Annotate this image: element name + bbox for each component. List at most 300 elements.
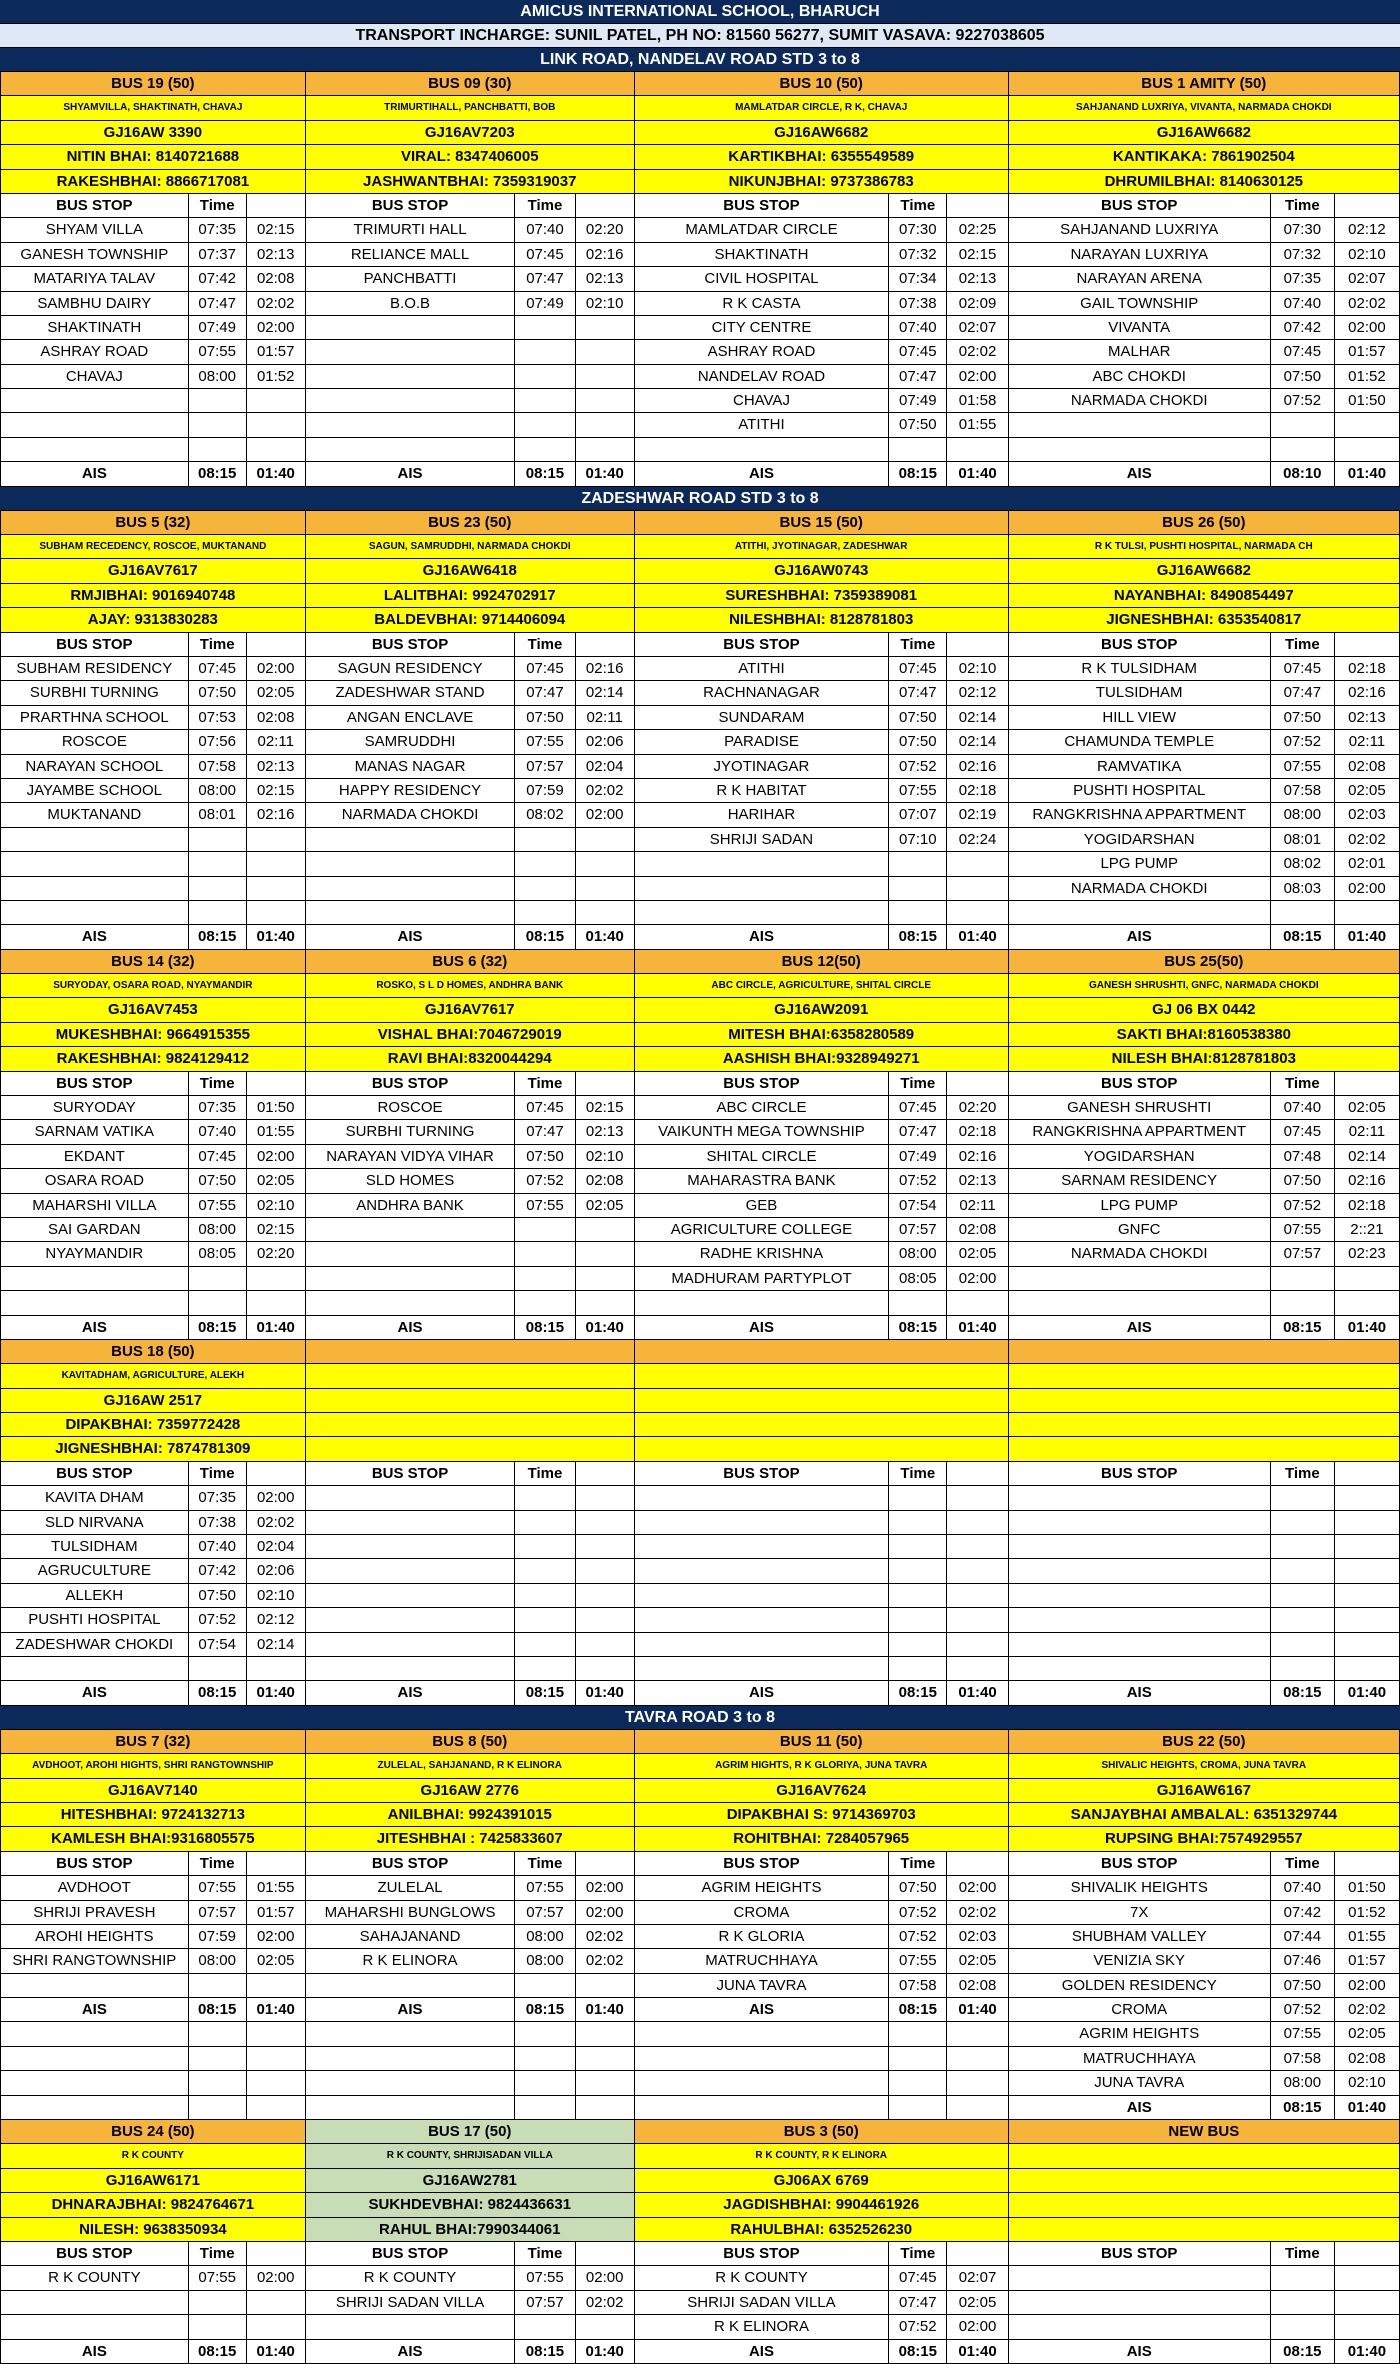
- stop-row: [0, 316, 306, 340]
- stop-row: [0, 1535, 306, 1559]
- morning-time: [189, 2071, 247, 2094]
- stop-row: [635, 316, 1009, 340]
- table-row: [0, 340, 1400, 364]
- table-row: [0, 1169, 1400, 1193]
- table-row: [0, 462, 1400, 486]
- bus-stop-name: ABC CIRCLE: [635, 1096, 889, 1119]
- departure-time: 01:40: [256, 928, 295, 946]
- bus-stop-name: B.O.B: [306, 292, 516, 315]
- stop-row: [0, 1584, 306, 1608]
- morning-time: 07:45: [889, 340, 947, 363]
- time-header-blank: [247, 1462, 305, 1485]
- bus-name: BUS 23 (50): [306, 511, 635, 535]
- bus-stop-name: NARMADA CHOKDI: [1009, 1242, 1271, 1265]
- bus-stop-name: TULSIDHAM: [1009, 681, 1271, 704]
- departure-time: 01:40: [958, 928, 997, 946]
- table-row: [0, 1145, 1400, 1169]
- afternoon-time: 02:16: [256, 806, 295, 824]
- school-stop: AIS: [1009, 462, 1271, 485]
- afternoon-time: 02:05: [256, 1172, 295, 1190]
- time-header-blank: [1335, 1462, 1399, 1485]
- afternoon-time: [247, 1267, 305, 1290]
- afternoon-time: 02:00: [256, 318, 295, 336]
- arrival-time: 08:15: [515, 462, 575, 485]
- stop-row: [1009, 2291, 1400, 2315]
- stop-row: [635, 1876, 1009, 1900]
- school-stop: AIS: [306, 1681, 516, 1704]
- route-summary: [635, 1364, 1009, 1388]
- bus-stop-name: JUNA TAVRA: [1009, 2071, 1271, 2094]
- afternoon-time: 02:00: [256, 1927, 295, 1945]
- bus-stop-name: PANCHBATTI: [306, 267, 516, 290]
- morning-time: [889, 1657, 947, 1680]
- table-row: [0, 243, 1400, 267]
- stop-row: [635, 438, 1009, 462]
- bus-stop-header: BUS STOP: [635, 633, 889, 656]
- stop-row: [306, 462, 635, 486]
- afternoon-time: [247, 1657, 305, 1680]
- stop-row: [635, 803, 1009, 827]
- stop-row: [0, 681, 306, 705]
- registration-number: GJ16AW0743: [635, 559, 1009, 583]
- bus-stop-name: LPG PUMP: [1009, 1194, 1271, 1217]
- stop-row: [1009, 901, 1400, 925]
- stop-row: [0, 633, 306, 657]
- stop-row: [0, 243, 306, 267]
- bus-name: BUS 17 (50): [306, 2120, 635, 2144]
- morning-time: 07:50: [189, 1169, 247, 1192]
- morning-time: 07:53: [189, 706, 247, 729]
- stop-row: [1009, 633, 1400, 657]
- afternoon-time: 02:11: [1348, 1123, 1386, 1141]
- morning-time: [889, 852, 947, 875]
- table-row: [0, 828, 1400, 852]
- afternoon-time: 02:11: [257, 733, 294, 751]
- afternoon-time: 01:50: [1348, 392, 1386, 410]
- helper-contact: NILESH: 9638350934: [0, 2218, 306, 2242]
- afternoon-time: 02:16: [958, 1147, 997, 1165]
- registration-number: GJ16AV7624: [635, 1779, 1009, 1803]
- time-header-blank: [947, 2242, 1007, 2265]
- time-header-blank: [576, 1462, 634, 1485]
- afternoon-time: 02:05: [1348, 1099, 1386, 1117]
- morning-time: [889, 1608, 947, 1631]
- stop-row: [635, 1267, 1009, 1291]
- morning-time: 07:35: [189, 1486, 247, 1509]
- morning-time: 07:55: [1271, 2022, 1335, 2045]
- time-header-blank: [1335, 633, 1399, 656]
- morning-time: 07:52: [889, 1901, 947, 1924]
- afternoon-time: [247, 1974, 305, 1997]
- driver-contact: RMJIBHAI: 9016940748: [0, 584, 306, 608]
- bus-stop-name: SHRIJI SADAN VILLA: [635, 2291, 889, 2314]
- stop-row: [635, 730, 1009, 754]
- table-row: [0, 1633, 1400, 1657]
- registration-number: GJ16AV7140: [0, 1779, 306, 1803]
- bus-stop-header: BUS STOP: [1009, 1852, 1271, 1875]
- afternoon-time: [1335, 1657, 1399, 1680]
- bus-stop-name: LPG PUMP: [1009, 852, 1271, 875]
- helper-contact: RUPSING BHAI:7574929557: [1009, 1827, 1400, 1851]
- school-stop: AIS: [306, 925, 516, 948]
- time-header-blank: [1335, 1852, 1399, 1875]
- bus-stop-name: [1, 1974, 189, 1997]
- afternoon-time: [1335, 438, 1399, 461]
- morning-time: 08:02: [1271, 852, 1335, 875]
- stop-row: [1009, 1267, 1400, 1291]
- school-stop: AIS: [1009, 2340, 1271, 2363]
- arrival-time: 08:15: [889, 2340, 947, 2363]
- morning-time: [515, 340, 575, 363]
- bus-stop-header: BUS STOP: [1, 633, 189, 656]
- morning-time: 07:55: [189, 1876, 247, 1899]
- bus-stop-name: [1, 2071, 189, 2094]
- stop-row: [635, 1559, 1009, 1583]
- bus-name: BUS 26 (50): [1009, 511, 1400, 535]
- bus-stop-name: AIS: [635, 1998, 889, 2021]
- route-summary: ZULELAL, SAHJANAND, R K ELINORA: [306, 1754, 635, 1778]
- stop-row: [1009, 779, 1400, 803]
- morning-time: [889, 2071, 947, 2094]
- stop-row: [1009, 681, 1400, 705]
- afternoon-time: [947, 2022, 1007, 2045]
- morning-time: 07:55: [189, 2266, 247, 2289]
- stop-row: [0, 1267, 306, 1291]
- afternoon-time: [947, 2096, 1007, 2119]
- afternoon-time: [1335, 2266, 1399, 2289]
- stop-row: [635, 633, 1009, 657]
- morning-time: [889, 2047, 947, 2070]
- bus-stop-name: RANGKRISHNA APPARTMENT: [1009, 1120, 1271, 1143]
- bus-stop-name: KAVITA DHAM: [1, 1486, 189, 1509]
- bus-stop-name: CHAVAJ: [635, 389, 889, 412]
- arrival-time: 08:15: [189, 1316, 247, 1339]
- afternoon-time: 01:50: [256, 1099, 295, 1117]
- bus-stop-name: [306, 2022, 516, 2045]
- departure-time: 01:40: [958, 1318, 997, 1336]
- stop-row: [635, 779, 1009, 803]
- stop-row: [1009, 1194, 1400, 1218]
- bus-stop-name: [1, 438, 189, 461]
- afternoon-time: [247, 2071, 305, 2094]
- afternoon-time: 02:10: [585, 294, 624, 312]
- afternoon-time: [576, 828, 634, 851]
- afternoon-time: 02:05: [256, 684, 295, 702]
- stop-row: [635, 1511, 1009, 1535]
- time-header-blank: [576, 2242, 634, 2265]
- route-summary: GANESH SHRUSHTI, GNFC, NARMADA CHOKDI: [1009, 974, 1400, 998]
- morning-time: [515, 2022, 575, 2045]
- morning-time: [515, 828, 575, 851]
- bus-stop-name: PARADISE: [635, 730, 889, 753]
- bus-stop-name: VIVANTA: [1009, 316, 1271, 339]
- morning-time: 07:40: [1271, 1876, 1335, 1899]
- afternoon-time: 02:16: [958, 757, 997, 775]
- bus-stop-name: [635, 877, 889, 900]
- stop-row: [0, 877, 306, 901]
- route-summary: SHYAMVILLA, SHAKTINATH, CHAVAJ: [0, 96, 306, 120]
- time-header: Time: [889, 1462, 947, 1485]
- time-header: Time: [515, 1462, 575, 1485]
- bus-stop-header: BUS STOP: [635, 1852, 889, 1875]
- afternoon-time: 02:20: [256, 1245, 295, 1263]
- bus-stop-name: R K GLORIA: [635, 1925, 889, 1948]
- morning-time: [1271, 1291, 1335, 1314]
- morning-time: 07:49: [189, 316, 247, 339]
- table-row: [0, 1925, 1400, 1949]
- afternoon-time: 02:11: [1348, 733, 1386, 751]
- afternoon-time: [947, 1633, 1007, 1656]
- table-row: [0, 2096, 1400, 2120]
- morning-time: 07:52: [889, 2315, 947, 2338]
- arrival-time: 08:15: [189, 462, 247, 485]
- time-header: Time: [515, 633, 575, 656]
- stop-row: [0, 1974, 306, 1998]
- morning-time: 07:42: [1271, 316, 1335, 339]
- time-header-blank: [247, 2242, 305, 2265]
- afternoon-time: [576, 365, 634, 388]
- route-summary: ATITHI, JYOTINAGAR, ZADESHWAR: [635, 535, 1009, 559]
- table-row: [0, 145, 1400, 169]
- morning-time: 07:49: [889, 1145, 947, 1168]
- stop-row: [1009, 2071, 1400, 2095]
- afternoon-time: [947, 1608, 1007, 1631]
- bus-stop-name: [306, 316, 516, 339]
- morning-time: [515, 365, 575, 388]
- stop-row: [0, 2242, 306, 2266]
- morning-time: 07:47: [889, 1120, 947, 1143]
- bus-stop-name: [1009, 1633, 1271, 1656]
- table-row: [0, 267, 1400, 291]
- morning-time: 07:48: [1271, 1145, 1335, 1168]
- bus-stop-name: NYAYMANDIR: [1, 1242, 189, 1265]
- helper-contact: RAHULBHAI: 6352526230: [635, 2218, 1009, 2242]
- bus-stop-name: MATRUCHHAYA: [1009, 2047, 1271, 2070]
- time-header: Time: [515, 194, 575, 217]
- stop-row: [1009, 1852, 1400, 1876]
- departure-time: 01:40: [1347, 928, 1387, 946]
- stop-row: [306, 1218, 635, 1242]
- afternoon-time: 02:15: [256, 1220, 295, 1238]
- route-summary: TRIMURTIHALL, PANCHBATTI, BOB: [306, 96, 635, 120]
- helper-contact: [1009, 1437, 1400, 1461]
- morning-time: 07:50: [1271, 365, 1335, 388]
- table-row: [0, 170, 1400, 194]
- morning-time: [515, 316, 575, 339]
- stop-row: [1009, 1072, 1400, 1096]
- stop-row: [635, 292, 1009, 316]
- stop-row: [0, 1242, 306, 1266]
- stop-row: [0, 1633, 306, 1657]
- bus-stop-name: [306, 2096, 516, 2119]
- stop-row: [0, 755, 306, 779]
- bus-stop-name: SUNDARAM: [635, 706, 889, 729]
- morning-time: 07:34: [889, 267, 947, 290]
- morning-time: 08:00: [189, 1949, 247, 1972]
- transport-incharge-line: TRANSPORT INCHARGE: SUNIL PATEL, PH NO: 81560 56277, SUMIT VASAVA: 9227038605: [0, 24, 1400, 48]
- bus-stop-name: GNFC: [1009, 1218, 1271, 1241]
- helper-contact: NIKUNJBHAI: 9737386783: [635, 170, 1009, 194]
- afternoon-time: [947, 1657, 1007, 1680]
- morning-time: [189, 877, 247, 900]
- stop-row: [306, 901, 635, 925]
- table-row: [0, 2218, 1400, 2242]
- bus-stop-name: PRARTHNA SCHOOL: [1, 706, 189, 729]
- morning-time: [1271, 1657, 1335, 1680]
- stop-row: [0, 1511, 306, 1535]
- bus-stop-header: BUS STOP: [635, 194, 889, 217]
- morning-time: 07:56: [189, 730, 247, 753]
- afternoon-time: [576, 2071, 634, 2094]
- table-row: [0, 877, 1400, 901]
- stop-row: [1009, 2047, 1400, 2071]
- bus-name: BUS 7 (32): [0, 1730, 306, 1754]
- morning-time: [189, 2096, 247, 2119]
- afternoon-time: 01:57: [1348, 1952, 1386, 1970]
- bus-stop-name: [635, 1559, 889, 1582]
- stop-row: [306, 1925, 635, 1949]
- departure-time: 01:40: [585, 2342, 624, 2360]
- table-row: [0, 1584, 1400, 1608]
- stop-row: [0, 1145, 306, 1169]
- morning-time: 07:45: [889, 1096, 947, 1119]
- morning-time: 07:52: [1271, 1998, 1335, 2021]
- afternoon-time: [247, 2022, 305, 2045]
- stop-row: [635, 340, 1009, 364]
- stop-row: [1009, 1876, 1400, 1900]
- stop-row: [1009, 340, 1400, 364]
- bus-stop-name: OSARA ROAD: [1, 1169, 189, 1192]
- afternoon-time: 01:55: [256, 1879, 295, 1897]
- route-summary: R K TULSI, PUSHTI HOSPITAL, NARMADA CH: [1009, 535, 1400, 559]
- afternoon-time: 01:55: [958, 416, 997, 434]
- afternoon-time: 02:13: [256, 245, 295, 263]
- route-summary: ABC CIRCLE, AGRICULTURE, SHITAL CIRCLE: [635, 974, 1009, 998]
- bus-stop-name: ASHRAY ROAD: [635, 340, 889, 363]
- afternoon-time: [947, 2071, 1007, 2094]
- morning-time: 07:55: [515, 2266, 575, 2289]
- morning-time: [1271, 1584, 1335, 1607]
- arrival-time: 08:15: [889, 1316, 947, 1339]
- afternoon-time: 01:40: [256, 2001, 295, 2019]
- afternoon-time: [247, 901, 305, 924]
- school-stop: AIS: [635, 1316, 889, 1339]
- morning-time: 07:59: [515, 779, 575, 802]
- helper-contact: [1009, 2218, 1400, 2242]
- bus-stop-name: GOLDEN RESIDENCY: [1009, 1974, 1271, 1997]
- afternoon-time: [947, 1511, 1007, 1534]
- stop-row: [635, 2047, 1009, 2071]
- afternoon-time: 02:02: [256, 1513, 295, 1531]
- time-header: Time: [515, 1852, 575, 1875]
- bus-stop-name: [1, 1267, 189, 1290]
- morning-time: 07:50: [189, 1584, 247, 1607]
- table-row: [0, 1072, 1400, 1096]
- table-row: [0, 1754, 1400, 1778]
- stop-row: [1009, 1608, 1400, 1632]
- bus-name: BUS 6 (32): [306, 950, 635, 974]
- stop-row: [306, 1462, 635, 1486]
- morning-time: 07:52: [889, 755, 947, 778]
- afternoon-time: 02:06: [256, 1562, 295, 1580]
- stop-row: [635, 2071, 1009, 2095]
- table-row: [0, 96, 1400, 120]
- afternoon-time: 02:18: [1348, 1196, 1386, 1214]
- afternoon-time: 02:10: [256, 1586, 295, 1604]
- bus-stop-name: SHITAL CIRCLE: [635, 1145, 889, 1168]
- bus-stop-name: ATITHI: [635, 657, 889, 680]
- morning-time: 07:07: [889, 803, 947, 826]
- bus-stop-name: [635, 1657, 889, 1680]
- afternoon-time: 02:00: [256, 659, 295, 677]
- bus-stop-name: MAMLATDAR CIRCLE: [635, 218, 889, 241]
- table-row: [0, 1462, 1400, 1486]
- stop-row: [1009, 1218, 1400, 1242]
- afternoon-time: [576, 1657, 634, 1680]
- bus-stop-name: [1009, 1486, 1271, 1509]
- bus-stop-header: BUS STOP: [306, 1462, 516, 1485]
- afternoon-time: [247, 2096, 305, 2119]
- morning-time: [515, 1559, 575, 1582]
- bus-stop-name: [635, 1608, 889, 1631]
- bus-stop-name: GANESH SHRUSHTI: [1009, 1096, 1271, 1119]
- table-row: [0, 1608, 1400, 1632]
- afternoon-time: [1335, 1267, 1399, 1290]
- bus-stop-name: [1009, 413, 1271, 436]
- bus-stop-name: R K ELINORA: [306, 1949, 516, 1972]
- table-row: [0, 413, 1400, 437]
- bus-stop-name: NARMADA CHOKDI: [306, 803, 516, 826]
- bus-stop-name: SURBHI TURNING: [306, 1120, 516, 1143]
- registration-number: GJ16AW6682: [1009, 559, 1400, 583]
- stop-row: [306, 340, 635, 364]
- stop-row: [635, 1657, 1009, 1681]
- afternoon-time: [576, 877, 634, 900]
- bus-stop-name: [306, 1511, 516, 1534]
- morning-time: 07:57: [1271, 1242, 1335, 1265]
- afternoon-time: 02:08: [256, 270, 295, 288]
- afternoon-time: 02:02: [585, 1927, 624, 1945]
- table-row: [0, 365, 1400, 389]
- school-title: AMICUS INTERNATIONAL SCHOOL, BHARUCH: [0, 0, 1400, 24]
- stop-row: [635, 852, 1009, 876]
- afternoon-time: 02:20: [585, 221, 624, 239]
- bus-stop-name: [306, 438, 516, 461]
- stop-row: [635, 2242, 1009, 2266]
- bus-stop-name: [306, 1242, 516, 1265]
- registration-number: GJ16AW2091: [635, 998, 1009, 1022]
- morning-time: [189, 2047, 247, 2070]
- bus-stop-name: SAMRUDDHI: [306, 730, 516, 753]
- morning-time: 07:50: [1271, 1974, 1335, 1997]
- morning-time: 08:05: [889, 1267, 947, 1290]
- helper-contact: RAKESHBHAI: 9824129412: [0, 1047, 306, 1071]
- table-row: [0, 1852, 1400, 1876]
- afternoon-time: 02:05: [958, 1952, 997, 1970]
- afternoon-time: [576, 2096, 634, 2119]
- driver-contact: HITESHBHAI: 9724132713: [0, 1803, 306, 1827]
- stop-row: [1009, 1535, 1400, 1559]
- morning-time: [1271, 438, 1335, 461]
- bus-stop-name: CITY CENTRE: [635, 316, 889, 339]
- afternoon-time: 02:05: [1348, 2025, 1386, 2043]
- morning-time: 07:38: [889, 292, 947, 315]
- bus-stop-name: MAHARASTRA BANK: [635, 1169, 889, 1192]
- registration-number: [306, 1389, 635, 1413]
- stop-row: [306, 1291, 635, 1315]
- morning-time: 07:35: [189, 1096, 247, 1119]
- afternoon-time: 01:52: [1348, 367, 1386, 385]
